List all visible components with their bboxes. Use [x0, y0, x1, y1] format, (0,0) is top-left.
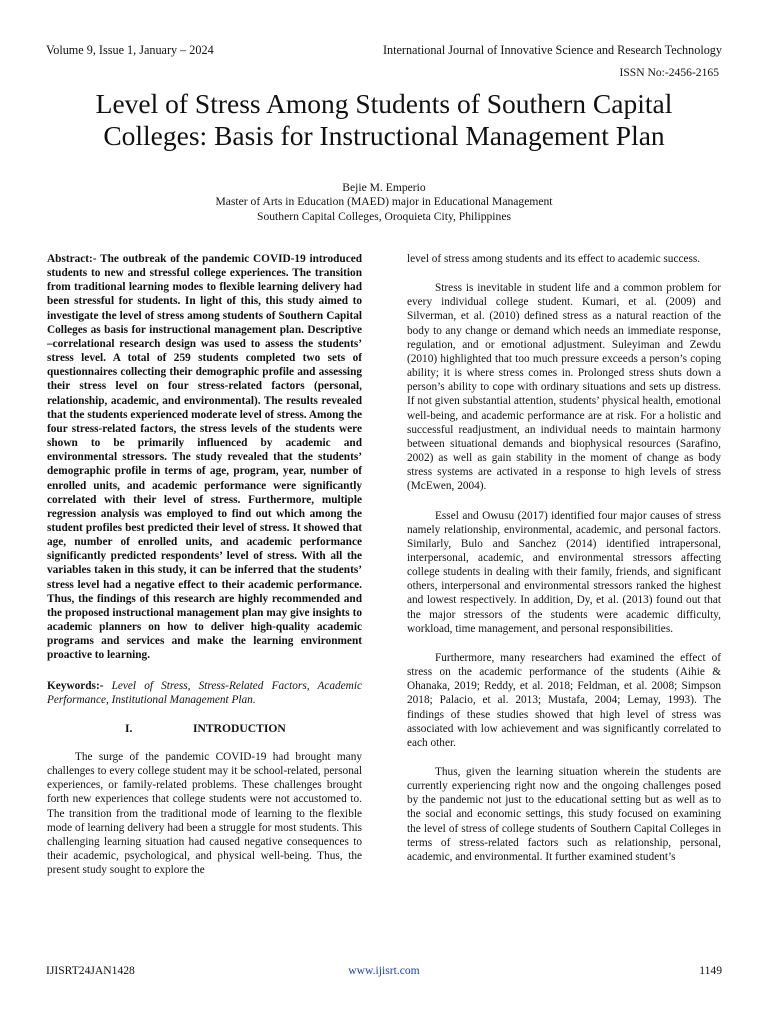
section-number: I.	[125, 721, 133, 735]
body-paragraph: level of stress among students and its effect to academic success.	[407, 253, 701, 265]
abstract: Abstract:- The outbreak of the pandemic COVID-19 introduced students to new and stressful college experiences. The transition from traditional learning modes to flexible learning delivery had been stressful for students. In light of this, this study aimed to investigate the level of stress among students of Southern Capital Colleges as basis for instructional management plan. Descriptive –correlational research design was used to assess the students’ stress level. A total of 259 students completed two sets of questionnaires collecting their demographic profile and assessing their stress level on four stress-related factors (personal, relationship, academic, and environmental). The results revealed that the students experienced moderate level of stress. Among the four stress-related factors, the stress levels of the students were shown to be primarily influenced by academic and environmental stressors. The study revealed that the students’ demographic profile in terms of age, program, year, number of enrolled units, and academic performance were significantly correlated with their level of stress. Furthermore, multiple regression analysis was employed to find out which among the student profiles best predicted their level of stress. It showed that age, number of enrolled units, and academic performance significantly predicted respondents’ level of stress. With all the variables taken in this study, it can be inferred that the students’ stress level had a negative effect to their academic performance. Thus, the findings of this research are highly recommended and the proposed instructional management plan may give insights to academic planners on how to deliver high-quality academic programs and services and make the learning environment proactive to learning.	[47, 253, 362, 662]
intro-paragraph: The surge of the pandemic COVID-19 had brought many challenges to every college student may it be school-related, personal experiences, or family-related problems. These challenges brought forth new experiences that college students were not accustomed to. The transition from the traditional mode of learning to the flexible mode of learning delivery had been a struggle for most students. This challenging learning situation had caused negative consequences to their academic, psychological, and physical well-being. Thus, the present study sought to explore the	[47, 751, 362, 877]
section-title: INTRODUCTION	[193, 721, 286, 735]
author-block	[0, 181, 768, 224]
author-name: Bejie M. Emperio	[342, 181, 426, 194]
body-paragraph: Stress is inevitable in student life and a common problem for every individual college student. Kumari, et al. (2009) and Silverman, et al. (2010) defined stress as a natural reaction of the body to any change or demand which needs an immediate response, regulation, and or emotional adjustment. Suleyiman and Zewdu (2010) highlighted that too much pressure exceeds a person’s coping ability; it is where stress comes in. Prolonged stress shuts down a person’s ability to cope with ordinary situations and sets up distress. If not given substantial attention, students’ physical health, emotional well-being, and academic performance are at risk. For a holistic and successful readjustment, an individual needs to maintain harmony between situational demands and biophysical resources (Sarafino, 2002) as well as gain stability in the moment of change as body stress systems are activated in a response to high levels of stress (McEwen, 2004).	[407, 282, 721, 493]
footer-page-number: 1149	[699, 964, 722, 977]
author-degree: Master of Arts in Education (MAED) major in Educational Management	[215, 195, 553, 209]
journal-name: International Journal of Innovative Science and Research Technology	[382, 43, 722, 57]
keywords	[47, 679, 362, 707]
keywords-label: Keywords:-	[47, 679, 104, 692]
body-paragraph: Furthermore, many researchers had examined the effect of stress on the academic performance of the students (Aihie & Ohanaka, 2019; Reddy, et al. 2018; Feldman, et al. 2008; Simpson 2018; Palacio, et al. 2013; Mustafa, 2004; Lemay, 1993). The findings of these studies showed that high level of stress was associated with low achievement and was significantly correlated to each other.	[407, 651, 721, 749]
left-column	[47, 252, 362, 877]
right-column	[407, 252, 721, 864]
body-paragraph: Essel and Owusu (2017) identified four major causes of stress namely relationship, environmental, academic, and personal factors. Similarly, Bulo and Sanchez (2014) identified intrapersonal, interpersonal, academic, and environmental stressors affecting college students in dealing with their family, friends, and significant others, interpersonal and environmental stressors ranked the highest and lowest respectively. In addition, Dy, et al. (2013) found out that the major stressors of the students were academic difficulty, workload, time management, and personal responsibilities.	[407, 509, 721, 635]
paper-title-line-1: Level of Stress Among Students of Southern Capital	[95, 88, 673, 119]
journal-volume: Volume 9, Issue 1, January – 2024	[46, 43, 214, 57]
paper-title-line-2: Colleges: Basis for Instructional Management Plan	[103, 120, 665, 151]
footer-paper-code: IJISRT24JAN1428	[46, 964, 135, 977]
footer-website-link[interactable]: www.ijisrt.com	[348, 964, 420, 977]
body-paragraph: Thus, given the learning situation wherein the students are currently experiencing right now and the ongoing challenges posed by the pandemic not just to the educational setting but as well as to the social and economic settings, this study focused on examining the level of stress of college students of Southern Capital Colleges in terms of stress-related factors such as relationship, personal, academic, and environmental. It further examined student’s	[407, 766, 721, 863]
paper-title	[30, 88, 738, 152]
issn: ISSN No:-2456-2165	[619, 66, 719, 79]
keywords-text: Level of Stress, Stress-Related Factors, Academic Performance, Institutional Management Plan.	[47, 679, 362, 706]
section-heading	[47, 722, 362, 736]
author-affiliation: Southern Capital Colleges, Oroquieta City, Philippines	[257, 209, 511, 223]
